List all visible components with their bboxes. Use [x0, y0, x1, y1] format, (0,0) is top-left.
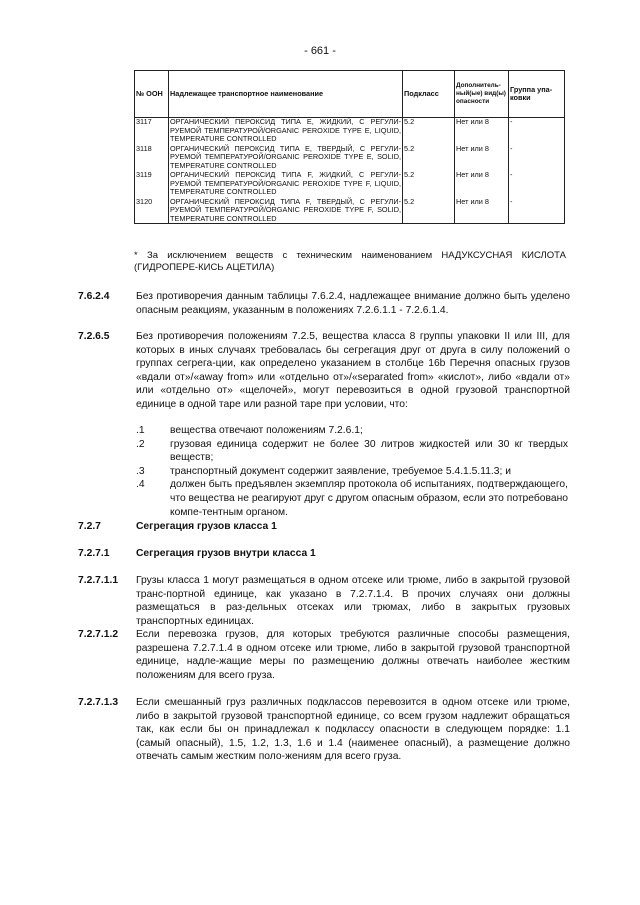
- table-row: [135, 197, 565, 224]
- list-marker: .4: [136, 479, 145, 491]
- cell-additional-hazard: Нет или 8: [455, 144, 509, 171]
- section-text: Грузы класса 1 могут размещаться в одном отсеке или трюме, либо в закрытой грузовой транс-портной единице, как указано в 7.2.7.1.4. В прочих случаях они должны размещаться в раз-дельных отсеках или трюмах, либо в закрытых грузовых транспортных единицах.: [136, 575, 570, 627]
- list-item: [136, 478, 568, 519]
- section-7-2-7: [78, 520, 570, 534]
- table-row: [135, 144, 565, 171]
- cell-shipping-name: ОРГАНИЧЕСКИЙ ПЕРОКСИД ТИПА E, ТВЕРДЫЙ, С РЕГУЛИ-РУЕМОЙ ТЕМПЕРАТУРОЙ/ORGANIC PEROXIDE TYPE E, SOLID, TEMPERATURE CONTROLLED: [170, 143, 401, 170]
- section-7-2-7-1: [78, 547, 570, 561]
- cell-subclass: 5.2: [403, 170, 455, 197]
- cell-shipping-name: ОРГАНИЧЕСКИЙ ПЕРОКСИД ТИПА E, ЖИДКИЙ, С РЕГУЛИ-РУЕМОЙ ТЕМПЕРАТУРОЙ/ORGANIC PEROXIDE TYPE E, LIQUID, TEMPERATURE CONTROLLED: [170, 117, 401, 143]
- section-heading: Сегрегация грузов внутри класса 1: [136, 548, 316, 559]
- list-item: [136, 424, 568, 438]
- list-item-text: транспортный документ содержит заявление, требуемое 5.4.1.5.11.3; и: [170, 465, 511, 477]
- list-item-text: вещества отвечают положениям 7.2.6.1;: [170, 425, 363, 436]
- cell-additional-hazard: Нет или 8: [455, 118, 509, 144]
- section-7-2-6-5: [78, 330, 570, 412]
- cell-un-number: 3117: [135, 118, 169, 144]
- section-number: 7.2.6.5: [78, 331, 110, 342]
- section-heading: Сегрегация грузов класса 1: [136, 521, 277, 532]
- header-un-number: № ООН: [135, 71, 169, 118]
- section-number: 7.2.7.1.3: [78, 697, 119, 708]
- table-footnote: * За исключением веществ с техническим наименованием НАДУКСУСНАЯ КИСЛОТА (ГИДРОПЕРЕ-КИСЬ АЦЕТИЛА): [134, 250, 566, 273]
- cell-packing-group: -: [509, 144, 565, 171]
- cell-additional-hazard: Нет или 8: [455, 197, 509, 224]
- cell-subclass: 5.2: [403, 144, 455, 171]
- section-number: 7.2.7: [78, 521, 101, 532]
- header-additional-hazard: Дополнитель-ный(ые) вид(ы) опасности: [455, 71, 509, 118]
- list-marker: .1: [136, 425, 145, 436]
- list-marker: .2: [136, 438, 145, 450]
- section-text: Без противоречия положениям 7.2.5, вещества класса 8 группы упаковки II или III, для которых в иных случаях требовалась бы сегрегация друг от друга в силу положений о группах сегрега-ции, как определено указанием в столбце 16b Перечня опасных грузов «вдали от»/«away from» или «отдельно от»/«separated from» «кислот», либо «вдали от» или «отдельно от» «щелочей», могут перевозиться в одной грузовой транспортной единице в одной таре или разной таре при условии, что:: [136, 331, 570, 410]
- section-text: Если перевозка грузов, для которых требуются различные способы размещения, разрешена 7.2.7.1.4 в одном отсеке или трюме, либо в закрытой грузовой транспортной единице, надле-жащие меры по размещению должны отвечать наиболее жестким положениям для всего груза.: [136, 629, 570, 681]
- cell-shipping-name: ОРГАНИЧЕСКИЙ ПЕРОКСИД ТИПА F, ТВЕРДЫЙ, С РЕГУЛИ-РУЕМОЙ ТЕМПЕРАТУРОЙ/ORGANIC PEROXIDE TYPE F, SOLID, TEMPERATURE CONTROLLED: [170, 196, 401, 223]
- list-item-text: грузовая единица содержит не более 30 литров жидкостей или 30 кг твердых веществ;: [170, 438, 568, 464]
- page-number: - 661 -: [304, 45, 336, 57]
- section-number: 7.6.2.4: [78, 291, 110, 302]
- table-row: [135, 170, 565, 197]
- section-7-2-7-1-2: [78, 628, 570, 682]
- header-shipping-name: Надлежащее транспортное наименование: [169, 71, 403, 118]
- list-item: [136, 465, 568, 479]
- header-subclass: Подкласс: [403, 71, 455, 118]
- section-text: Если смешанный груз различных подклассов перевозится в одном отсеке или трюме, либо в закрытой грузовой транспортной единице, со всем грузом надлежит обращаться так, как если бы он принадлежал к подклассу опасности в следующем порядке: 1.1 (самый опасный), 1.5, 1.2, 1.3, 1.6 и 1.4 (наименее опасный), а размещение должно отвечать самым жестким поло-жениям для всего груза.: [136, 697, 570, 763]
- cell-packing-group: -: [509, 118, 565, 144]
- cell-shipping-name: ОРГАНИЧЕСКИЙ ПЕРОКСИД ТИПА F, ЖИДКИЙ, С РЕГУЛИ-РУЕМОЙ ТЕМПЕРАТУРОЙ/ORGANIC PEROXIDE TYPE F, LIQUID, TEMPERATURE CONTROLLED: [170, 170, 401, 196]
- section-number: 7.2.7.1.2: [78, 629, 119, 640]
- section-7-2-7-1-3: [78, 696, 570, 764]
- table-header-row: [135, 71, 565, 118]
- cell-packing-group: -: [509, 197, 565, 224]
- list-item-text: должен быть предъявлен экземпляр протокола об испытаниях, подтверждающего, что вещества не реагируют друг с другом опасным образом, если это потребовано компе-тентным органом.: [170, 479, 568, 518]
- table-row: [135, 118, 565, 144]
- cell-un-number: 3120: [135, 197, 169, 224]
- list-item: [136, 438, 568, 465]
- cell-un-number: 3118: [135, 144, 169, 171]
- section-7-6-2-4: [78, 290, 570, 317]
- header-packing-group: Группа упа-ковки: [509, 71, 565, 118]
- section-text: Без противоречия данным таблицы 7.6.2.4, надлежащее внимание должно быть уделено опасным реакциям, указанным в положениях 7.2.6.1.1 - 7.2.6.1.4.: [136, 291, 570, 316]
- cell-subclass: 5.2: [403, 118, 455, 144]
- cell-packing-group: -: [509, 170, 565, 197]
- conditions-list: [136, 424, 568, 519]
- cell-subclass: 5.2: [403, 197, 455, 224]
- dangerous-goods-table: [134, 70, 565, 224]
- cell-additional-hazard: Нет или 8: [455, 170, 509, 197]
- list-marker: .3: [136, 465, 145, 477]
- section-number: 7.2.7.1.1: [78, 575, 119, 586]
- cell-un-number: 3119: [135, 170, 169, 197]
- section-7-2-7-1-1: [78, 574, 570, 628]
- section-number: 7.2.7.1: [78, 548, 110, 559]
